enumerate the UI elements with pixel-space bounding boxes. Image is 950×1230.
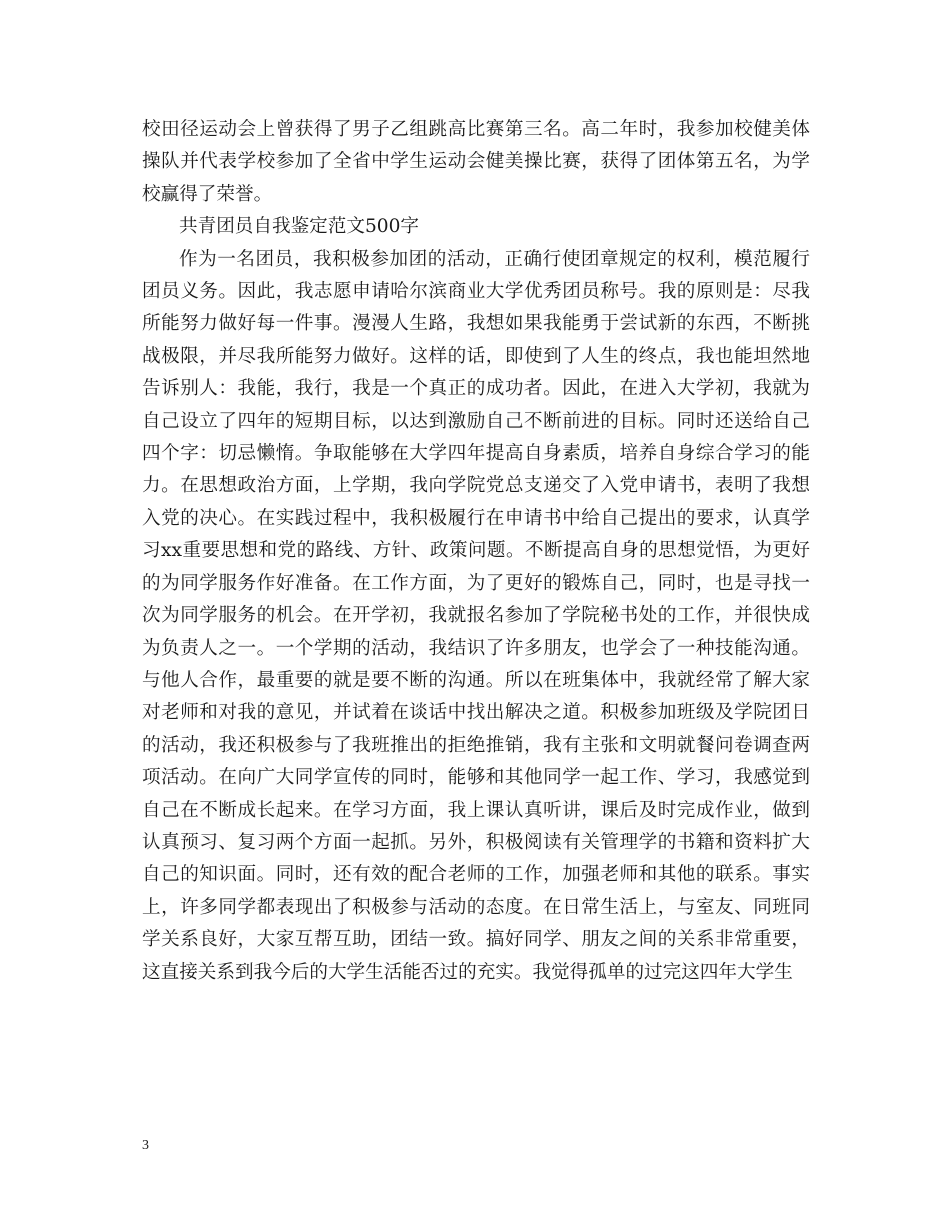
section-heading: 共青团员自我鉴定范文500字 — [179, 216, 420, 238]
paragraph-main: 作为一名团员，我积极参加团的活动，正确行使团章规定的权利，模范履行团员义务。因此，我志愿申请哈尔滨商业大学优秀团员称号。我的原则是：尽我所能努力做好每一件事。漫漫人生路，我想如果我能勇于尝试新的东西，不断挑战极限，并尽我所能努力做好。这样的话，即使到了人生的终点，我也能坦然地告诉别人：我能，我行，我是一个真正的成功者。因此，在进入大学初，我就为自己设立了四年的短期目标，以达到激励自己不断前进的目标。同时还送给自己四个字：切忌懒惰。争取能够在大学四年提高自身素质，培养自身综合学习的能力。在思想政治方面，上学期，我向学院党总支递交了入党申请书，表明了我想入党的决心。在实践过程中，我积极履行在申请书中给自己提出的要求，认真学习xx重要思想和党的路线、方针、政策问题。不断提高自身的思想觉悟，为更好的为同学服务作好准备。在工作方面，为了更好的锻炼自己，同时，也是寻找一次为同学服务的机会。在开学初，我就报名参加了学院秘书处的工作，并很快成为负责人之一。一个学期的活动，我结识了许多朋友，也学会了一种技能沟通。与他人合作，最重要的就是要不断的沟通。所以在班集体中，我就经常了解大家对老师和对我的意见，并试着在谈话中找出解决之道。积极参加班级及学院团日的活动，我还积极参与了我班推出的拒绝推销，我有主张和文明就餐问卷调查两项活动。在向广大同学宣传的同时，能够和其他同学一起工作、学习，我感觉到自己在不断成长起来。在学习方面，我上课认真听讲，课后及时完成作业，做到认真预习、复习两个方面一起抓。另外，积极阅读有关管理学的书籍和资料扩大自己的知识面。同时，还有效的配合老师的工作，加强老师和其他的联系。事实上，许多同学都表现出了积极参与活动的态度。在日常生活上，与室友、同班同学关系良好，大家互帮互助，团结一致。搞好同学、朋友之间的关系非常重要，这直接关系到我今后的大学生活能否过的充实。我觉得孤单的过完这四年大学生 — [142, 248, 810, 983]
body-text — [142, 114, 810, 989]
page-number: 3 — [142, 1138, 149, 1153]
paragraph-continued: 校田径运动会上曾获得了男子乙组跳高比赛第三名。高二年时，我参加校健美体操队并代表学校参加了全省中学生运动会健美操比赛，获得了团体第五名，为学校赢得了荣誉。 — [142, 119, 810, 205]
